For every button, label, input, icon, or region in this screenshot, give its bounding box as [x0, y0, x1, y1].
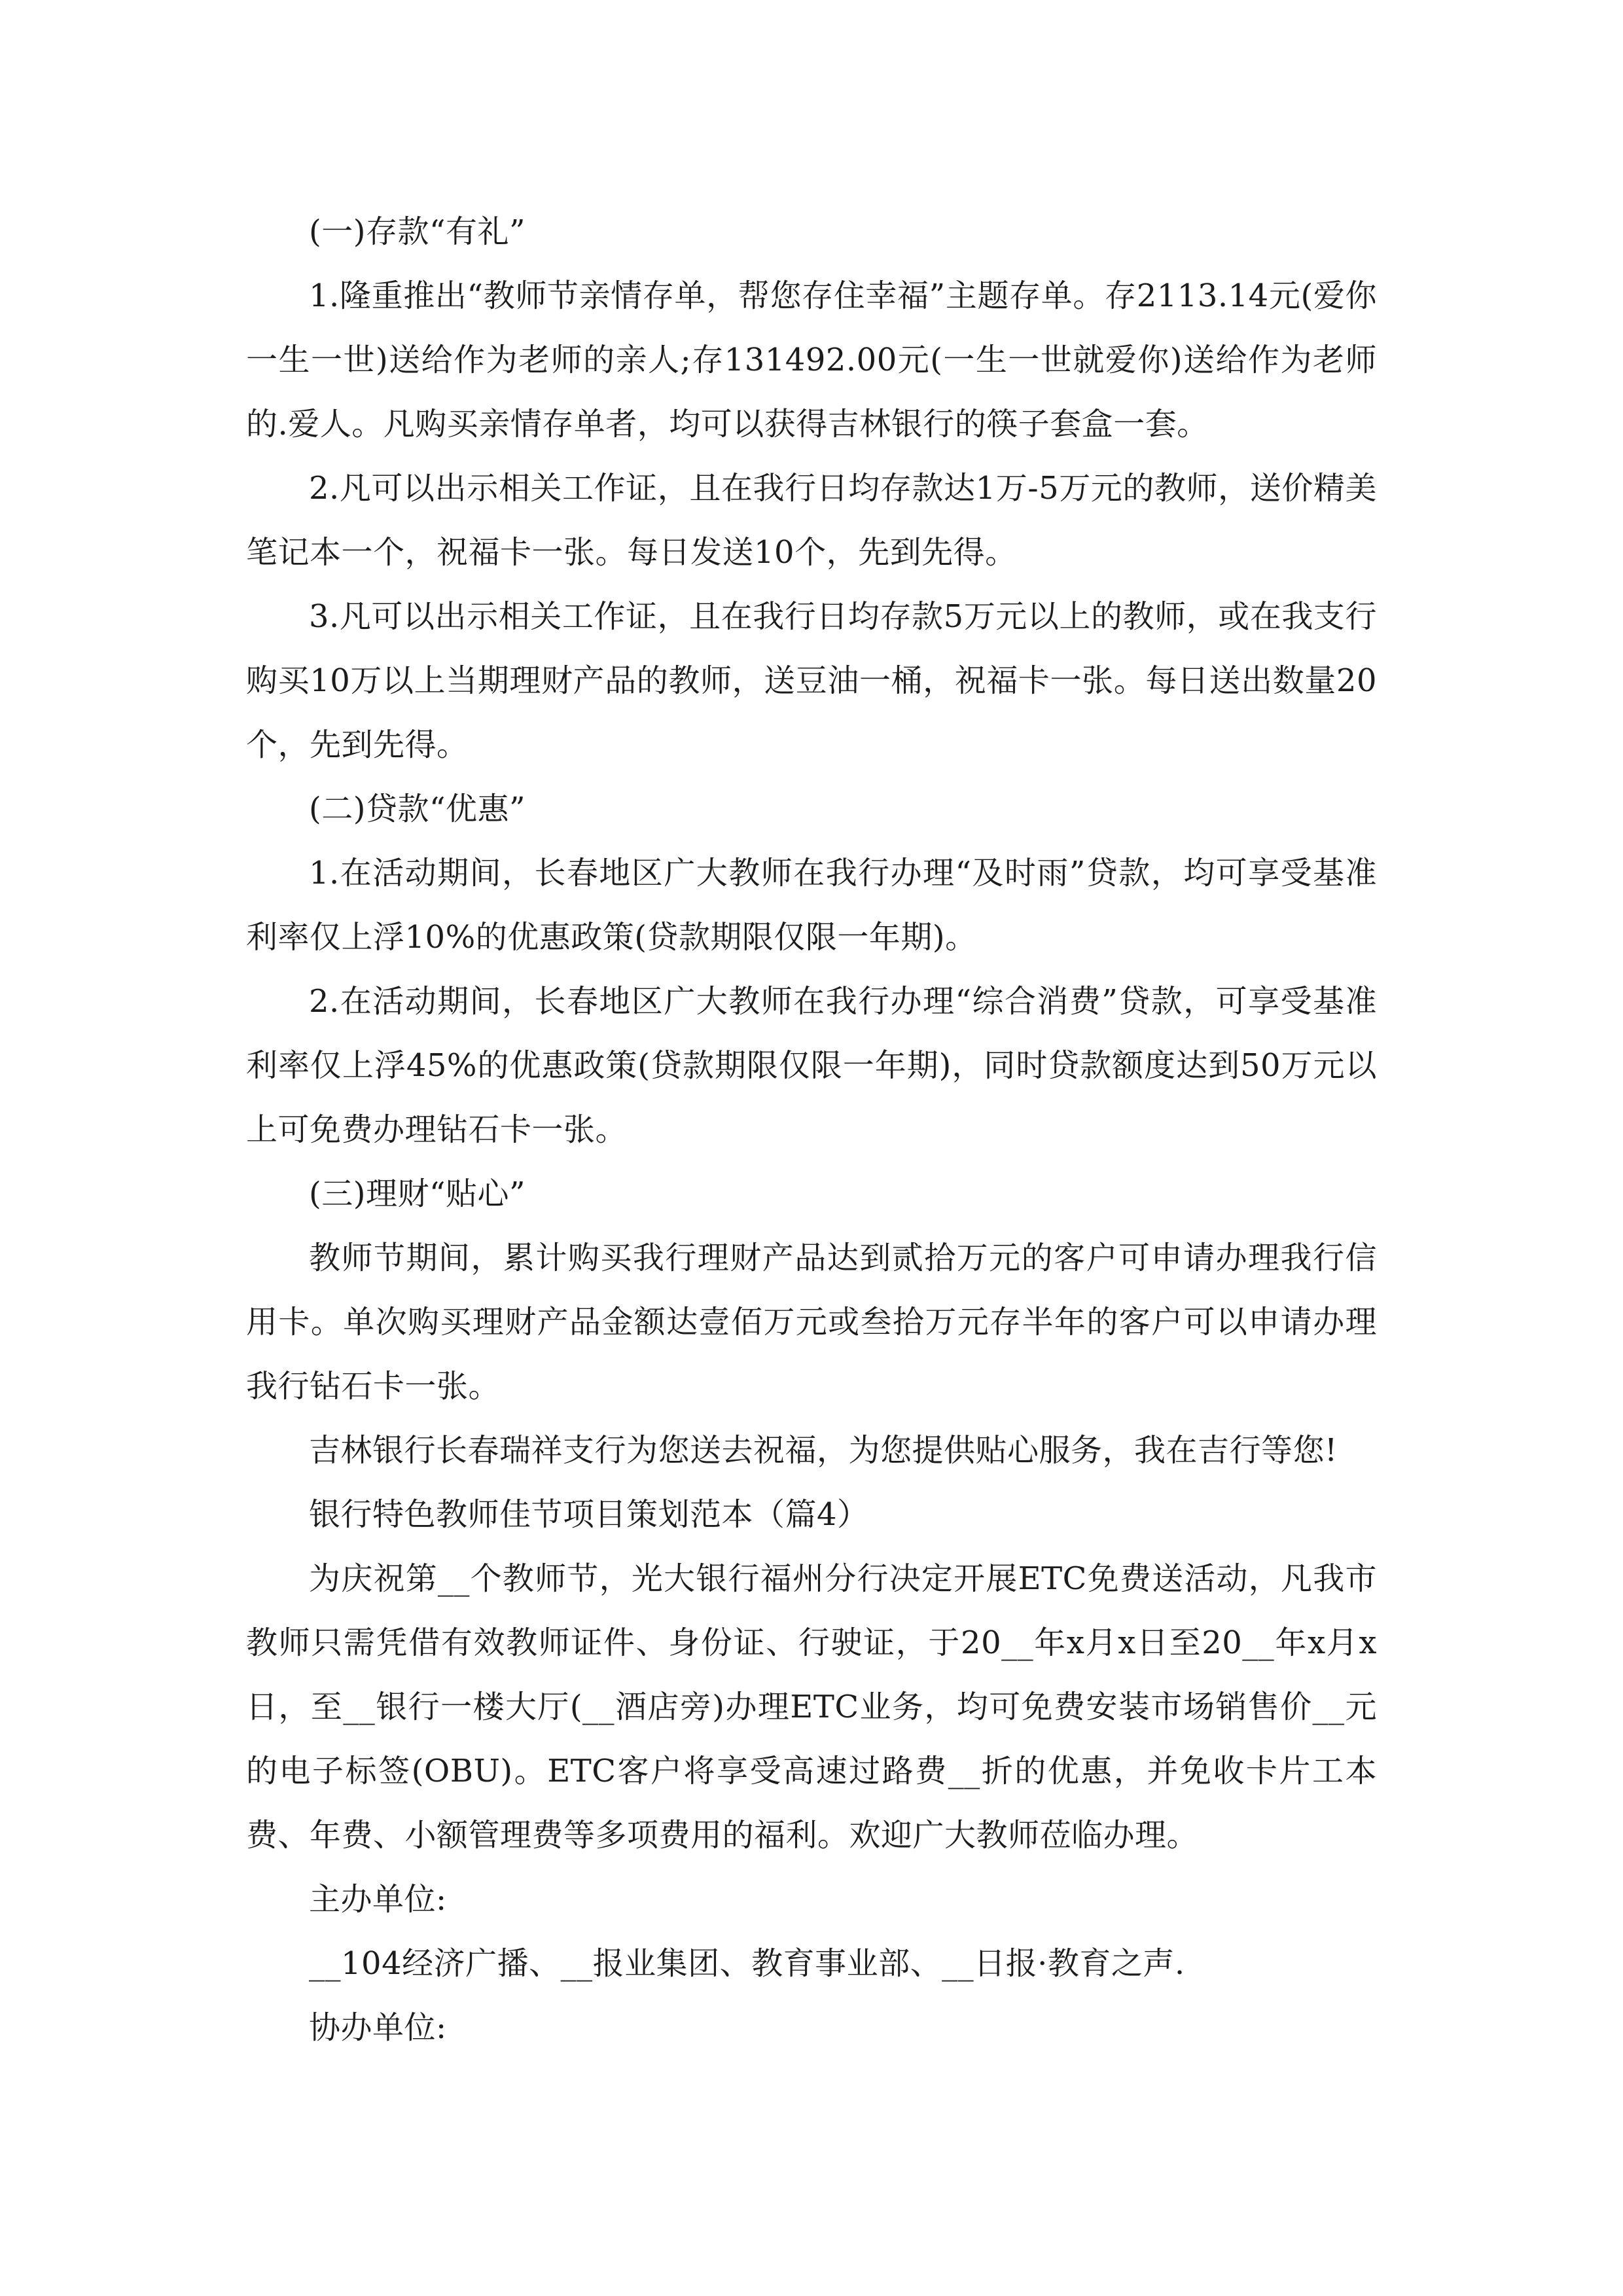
paragraph: 1.隆重推出“教师节亲情存单，帮您存住幸福”主题存单。存2113.14元(爱你一生一世)送给作为老师的亲人;存131492.00元(一生一世就爱你)送给作为老师的.爱人。凡购买亲情存单者，均可以获得吉林银行的筷子套盒一套。: [246, 278, 1377, 442]
organizer-list: __104经济广播、__报业集团、教育事业部、__日报·教育之声.: [309, 1945, 1185, 1982]
paragraph: 2.凡可以出示相关工作证，且在我行日均存款达1万-5万元的教师，送价精美笔记本一个，祝福卡一张。每日发送10个，先到先得。: [246, 470, 1377, 571]
co-organizer-label: 协办单位:: [309, 2009, 447, 2046]
paragraph: 3.凡可以出示相关工作证，且在我行日均存款5万元以上的教师，或在我支行购买10万以上当期理财产品的教师，送豆油一桶，祝福卡一张。每日送出数量20个，先到先得。: [246, 598, 1377, 763]
article-title: 银行特色教师佳节项目策划范本（篇4）: [309, 1496, 869, 1533]
section-heading-deposit: (一)存款“有礼”: [309, 213, 526, 250]
paragraph: 教师节期间，累计购买我行理财产品达到贰拾万元的客户可申请办理我行信用卡。单次购买理财产品金额达壹佰万元或叁拾万元存半年的客户可以申请办理我行钻石卡一张。: [246, 1240, 1377, 1405]
section-heading-loan: (二)贷款“优惠”: [309, 791, 526, 827]
paragraph: 2.在活动期间，长春地区广大教师在我行办理“综合消费”贷款，可享受基准利率仅上浮45%的优惠政策(贷款期限仅限一年期)，同时贷款额度达到50万元以上可免费办理钻石卡一张。: [246, 983, 1377, 1148]
document-body: [246, 200, 1377, 2060]
paragraph: 1.在活动期间，长春地区广大教师在我行办理“及时雨”贷款，均可享受基准利率仅上浮10%的优惠政策(贷款期限仅限一年期)。: [246, 855, 1377, 956]
paragraph: 为庆祝第__个教师节，光大银行福州分行决定开展ETC免费送活动，凡我市教师只需凭借有效教师证件、身份证、行驶证，于20__年x月x日至20__年x月x日，至__银行一楼大厅(__酒店旁)办理ETC业务，均可免费安装市场销售价__元的电子标签(OBU)。ETC客户将享受高速过路费__折的优惠，并免收卡片工本费、年费、小额管理费等多项费用的福利。欢迎广大教师莅临办理。: [246, 1560, 1377, 1854]
section-heading-finance: (三)理财“贴心”: [309, 1175, 526, 1212]
closing-line: 吉林银行长春瑞祥支行为您送去祝福，为您提供贴心服务，我在吉行等您!: [309, 1432, 1338, 1469]
organizer-label: 主办单位:: [309, 1881, 447, 1918]
